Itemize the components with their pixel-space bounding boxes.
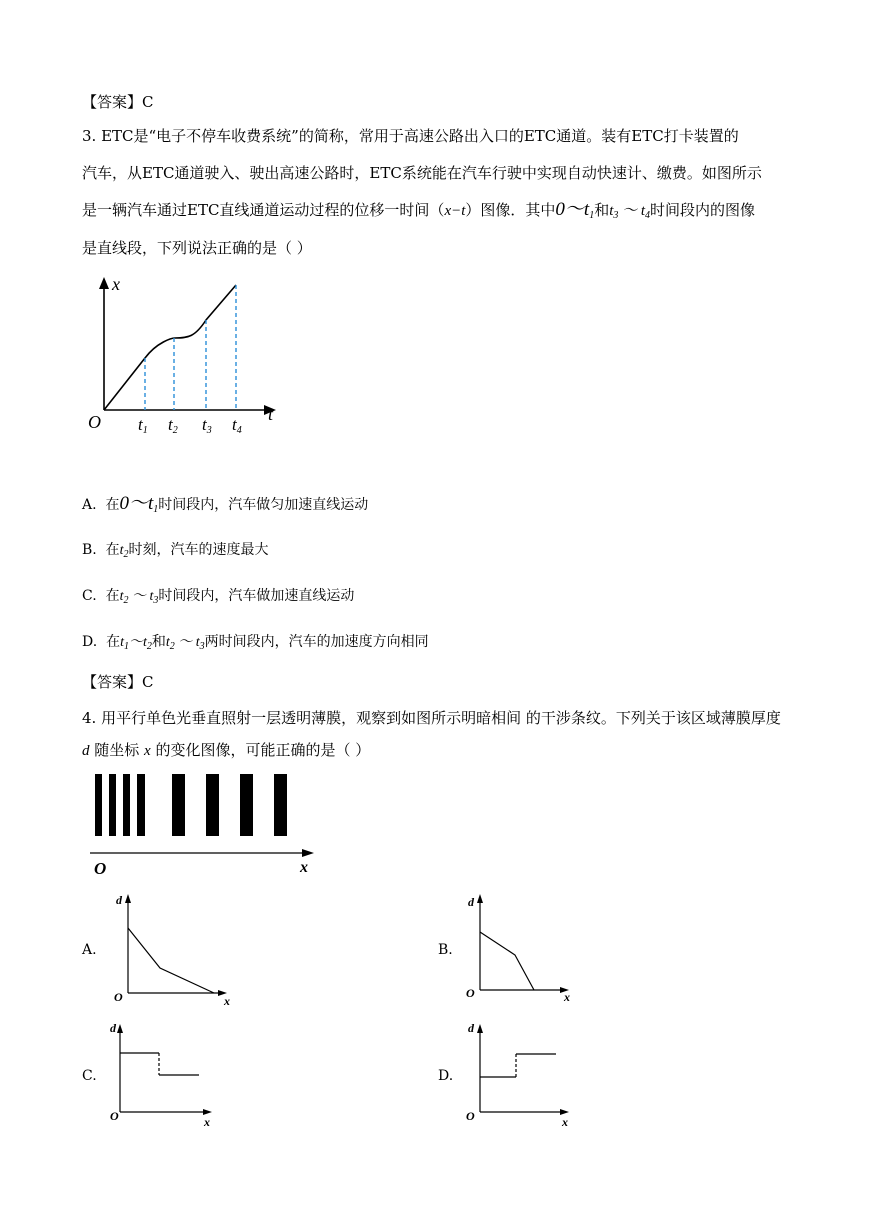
fringe-7 xyxy=(240,774,253,836)
q4-option-d-letter[interactable]: D. xyxy=(438,1068,454,1084)
q3-option-c[interactable]: C. 在$t_2$ ～ $t_3$时间段内，汽车做加速直线运动 xyxy=(82,588,355,606)
tick-t2: t2 xyxy=(168,415,178,436)
svg-text:x: x xyxy=(562,1115,568,1129)
fringe-8 xyxy=(274,774,287,836)
fringe-3 xyxy=(123,774,130,836)
fringe-5 xyxy=(172,774,185,836)
fringe-2 xyxy=(109,774,116,836)
answer-q3: 【答案】C xyxy=(82,673,154,691)
svg-text:O: O xyxy=(466,986,475,1000)
graph-b-curve xyxy=(480,932,534,990)
q3-option-b[interactable]: B. 在$t_2$时刻，汽车的速度最大 xyxy=(82,542,269,560)
graph-c[interactable] xyxy=(108,1016,228,1130)
svg-text:O: O xyxy=(114,990,123,1004)
svg-text:d: d xyxy=(468,895,474,909)
q3-option-d[interactable]: D. 在$t_1\sim t_2$和$t_2$ ～ $t_3$两时间段内，汽车的加速度方向相同 xyxy=(82,634,429,652)
tick-t4: t4 xyxy=(232,415,242,436)
fringe-4 xyxy=(137,774,145,836)
q4-line-2: d 随坐标 x 的变化图像，可能正确的是（ ） xyxy=(82,741,371,759)
svg-text:d: d xyxy=(116,893,122,907)
fringe-x-label: x xyxy=(300,859,308,876)
svg-text:x: x xyxy=(564,990,570,1004)
q3-line-4: 是直线段，下列说法正确的是（ ） xyxy=(82,239,312,257)
answer-q2: 【答案】C xyxy=(82,93,154,111)
q4-option-a-letter[interactable]: A. xyxy=(82,942,97,958)
x-axis-label: x xyxy=(112,274,120,294)
graph-b[interactable] xyxy=(460,888,580,1008)
q4-option-b-letter[interactable]: B. xyxy=(438,942,453,958)
q3-option-a[interactable]: A. 在$0\sim t_1$时间段内，汽车做匀加速直线运动 xyxy=(82,493,369,515)
svg-text:d: d xyxy=(468,1021,474,1035)
fringe-6 xyxy=(206,774,219,836)
origin-label: O xyxy=(88,412,101,432)
svg-text:O: O xyxy=(110,1109,119,1123)
t-axis-label: t xyxy=(268,404,274,424)
graph-d[interactable] xyxy=(460,1016,580,1130)
fringe-axis-arrow xyxy=(302,849,314,857)
graph-a-curve xyxy=(128,928,214,993)
svg-text:x: x xyxy=(204,1115,210,1129)
q3-line-2: 汽车，从ETC通道驶入、驶出高速公路时，ETC系统能在汽车行驶中实现自动快速计、缴费。如图所示 xyxy=(82,164,762,182)
fringe-origin: O xyxy=(94,859,107,878)
svg-text:O: O xyxy=(466,1109,475,1123)
tick-t1: t1 xyxy=(138,415,148,436)
q3-line-3: 是一辆汽车通过ETC直线通道运动过程的位移一时间（x−t）图像．其中$0\sim t_1$和$t_3$ ～ $t_4$时间段内的图像 xyxy=(82,199,756,221)
x-axis-arrow xyxy=(99,277,109,289)
q4-line-1: 4. 用平行单色光垂直照射一层透明薄膜，观察到如图所示明暗相间 的干涉条纹。下列关于该区域薄膜厚度 xyxy=(82,709,781,727)
q4-option-c-letter[interactable]: C. xyxy=(82,1068,97,1084)
xt-graph xyxy=(82,270,282,440)
xt-curve xyxy=(104,285,236,410)
tick-t3: t3 xyxy=(202,415,212,436)
graph-a[interactable] xyxy=(108,888,238,1008)
fringe-1 xyxy=(95,774,102,836)
q3-line-1: 3. ETC是“电子不停车收费系统”的简称，常用于高速公路出入口的ETC通道。装有ETC打卡装置的 xyxy=(82,127,739,145)
interference-fringes xyxy=(86,770,326,880)
svg-text:d: d xyxy=(110,1021,116,1035)
svg-text:x: x xyxy=(224,994,230,1008)
